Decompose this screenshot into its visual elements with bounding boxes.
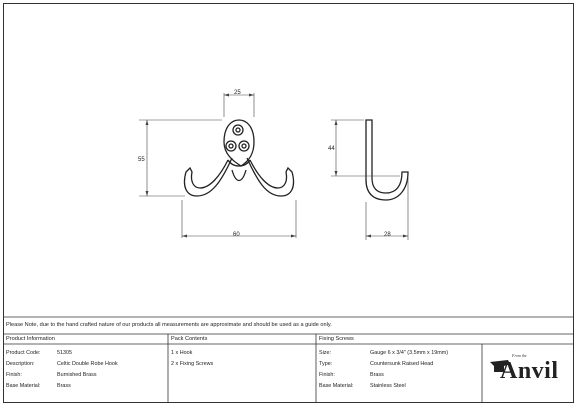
- description-label: Description:: [6, 361, 35, 367]
- pack-contents-title: Pack Contents: [171, 336, 208, 342]
- product-info-title: Product Information: [6, 336, 55, 342]
- finish-label: Finish:: [6, 372, 22, 378]
- description-value: Celtic Double Robe Hook: [57, 361, 118, 367]
- drawing-border: [4, 4, 574, 403]
- logo-tagline: From the: [512, 353, 527, 358]
- product-code-value: 51305: [57, 350, 72, 356]
- screw-material-value: Stainless Steel: [370, 383, 406, 389]
- side-dimensions: [331, 120, 408, 240]
- finish-value: Burnished Brass: [57, 372, 97, 378]
- screw-material-label: Base Material:: [319, 383, 354, 389]
- fixing-screws-title: Fixing Screws: [319, 336, 354, 342]
- pack-item-hook: 1 x Hook: [171, 350, 193, 356]
- product-code-label: Product Code:: [6, 350, 41, 356]
- pack-item-screws: 2 x Fixing Screws: [171, 361, 214, 367]
- dim-front-height: 55: [138, 157, 145, 163]
- dim-side-height: 44: [328, 146, 335, 152]
- dim-side-depth: 28: [384, 232, 391, 238]
- dim-plate-width: 25: [234, 90, 241, 96]
- front-arrowheads: [146, 94, 297, 238]
- side-view: [366, 120, 408, 200]
- base-material-value: Brass: [57, 383, 71, 389]
- logo-wordmark: Anvil: [500, 358, 559, 384]
- screw-size-value: Gauge 6 x 3/4" (3.5mm x 19mm): [370, 350, 449, 356]
- front-view: [184, 120, 293, 196]
- front-dimensions: [139, 93, 296, 238]
- screw-finish-label: Finish:: [319, 372, 335, 378]
- measurement-note: Please Note, due to the hand crafted nature of our products all measurements are approximate and should be used as a guide only.: [6, 322, 332, 328]
- base-material-label: Base Material:: [6, 383, 41, 389]
- dim-front-width: 60: [233, 232, 240, 238]
- anvil-logo: [486, 350, 570, 390]
- screw-type-value: Countersunk Raised Head: [370, 361, 434, 367]
- screw-type-label: Type:: [319, 361, 333, 367]
- screw-size-label: Size:: [319, 350, 331, 356]
- side-arrowheads: [335, 120, 409, 238]
- screw-finish-value: Brass: [370, 372, 384, 378]
